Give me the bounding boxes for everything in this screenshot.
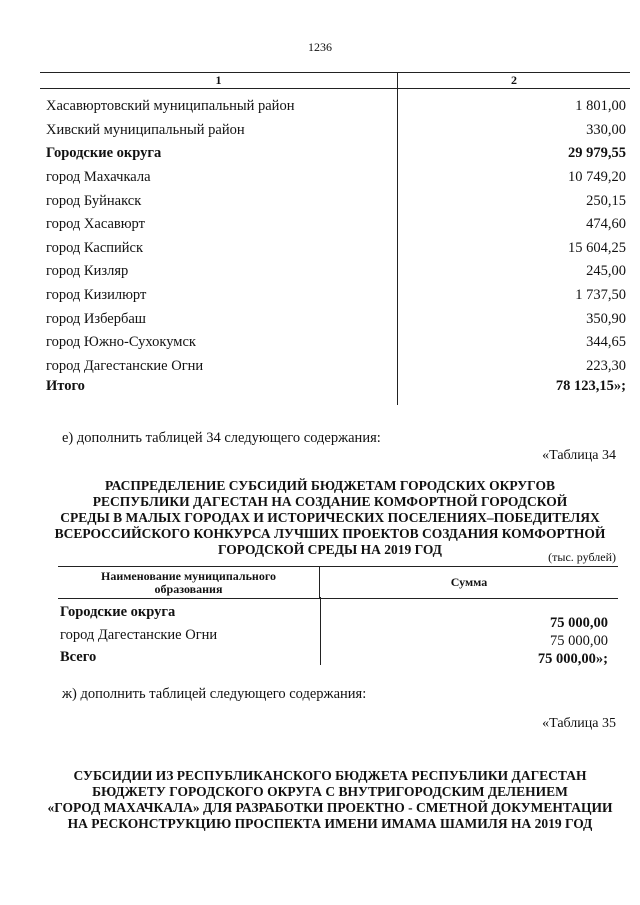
row-group-name: Городские округа bbox=[60, 604, 176, 620]
table-body bbox=[58, 599, 618, 669]
column-header-name: Наименование муниципального образования bbox=[58, 567, 320, 598]
table-34-reference: «Таблица 34 bbox=[542, 448, 616, 463]
table-row: город Кизилюрт 1 737,50 bbox=[46, 287, 626, 304]
table-row: город Буйнакск 250,15 bbox=[46, 192, 626, 209]
row-city-name: город Дагестанские Огни bbox=[60, 627, 218, 643]
table-row: город Избербаш 350,90 bbox=[46, 310, 626, 327]
table-row: город Хасавюрт 474,60 bbox=[46, 216, 626, 233]
table-34-units: (тыс. рублей) bbox=[548, 550, 616, 564]
row-city-value: 75 000,00 bbox=[550, 633, 608, 649]
column-header-1: 1 bbox=[40, 73, 398, 88]
table-header bbox=[58, 566, 618, 599]
subsidy-table-continuation bbox=[40, 72, 630, 398]
table-row: город Дагестанские Огни 223,30 bbox=[46, 357, 626, 374]
table-header bbox=[40, 72, 630, 89]
table-row: город Каспийск 15 604,25 bbox=[46, 239, 626, 256]
column-header-sum: Сумма bbox=[450, 575, 488, 589]
table-35-title: СУБСИДИИ ИЗ РЕСПУБЛИКАНСКОГО БЮДЖЕТА РЕСПУБЛИКИ ДАГЕСТАН БЮДЖЕТУ ГОРОДСКОГО ОКРУГА С ВНУТРИГОРОДСКИМ ДЕЛЕНИЕМ «ГОРОД МАХАЧКАЛА» ДЛЯ РАЗРАБОТКИ ПРОЕКТНО - СМЕТНОЙ ДОКУМЕНТАЦИИ НА РЕСКОНСТРУКЦИЮ ПРОСПЕКТА ИМЕНИ ИМАМА ШАМИЛЯ НА 2019 ГОД bbox=[47, 768, 613, 831]
column-divider bbox=[397, 87, 398, 405]
table-row: Хасавюртовский муниципальный район 1 801,00 bbox=[46, 98, 626, 115]
table-34-title: РАСПРЕДЕЛЕНИЕ СУБСИДИЙ БЮДЖЕТАМ ГОРОДСКИХ ОКРУГОВ РЕСПУБЛИКИ ДАГЕСТАН НА СОЗДАНИЕ КОМФОРТНОЙ ГОРОДСКОЙ СРЕДЫ В МАЛЫХ ГОРОДАХ И ИСТОРИЧЕСКИХ ПОСЕЛЕНИЯХ–ПОБЕДИТЕЛЯХ ВСЕРОССИЙСКОГО КОНКУРСА ЛУЧШИХ ПРОЕКТОВ СОЗДАНИЯ КОМФОРТНОЙ ГОРОДСКОЙ СРЕДЫ НА 2019 ГОД bbox=[54, 478, 606, 557]
table-35-reference: «Таблица 35 bbox=[542, 716, 616, 731]
table-row: город Махачкала 10 749,20 bbox=[46, 169, 626, 186]
table-row: Хивский муниципальный район 330,00 bbox=[46, 121, 626, 138]
table-row-group: Городские округа 29 979,55 bbox=[46, 145, 626, 162]
table-row-total: Итого 78 123,15»; bbox=[46, 378, 626, 395]
column-header-2: 2 bbox=[511, 73, 517, 87]
row-total-value: 75 000,00»; bbox=[537, 651, 608, 667]
table-row: город Кизляр 245,00 bbox=[46, 263, 626, 280]
table-row: город Южно-Сухокумск 344,65 bbox=[46, 334, 626, 351]
paragraph-e: е) дополнить таблицей 34 следующего содержания: bbox=[62, 430, 381, 446]
table-34 bbox=[58, 566, 618, 669]
page-number: 1236 bbox=[308, 40, 332, 54]
row-group-value: 75 000,00 bbox=[550, 615, 608, 631]
paragraph-zh: ж) дополнить таблицей следующего содержания: bbox=[62, 686, 367, 702]
row-total-name: Всего bbox=[60, 649, 97, 665]
